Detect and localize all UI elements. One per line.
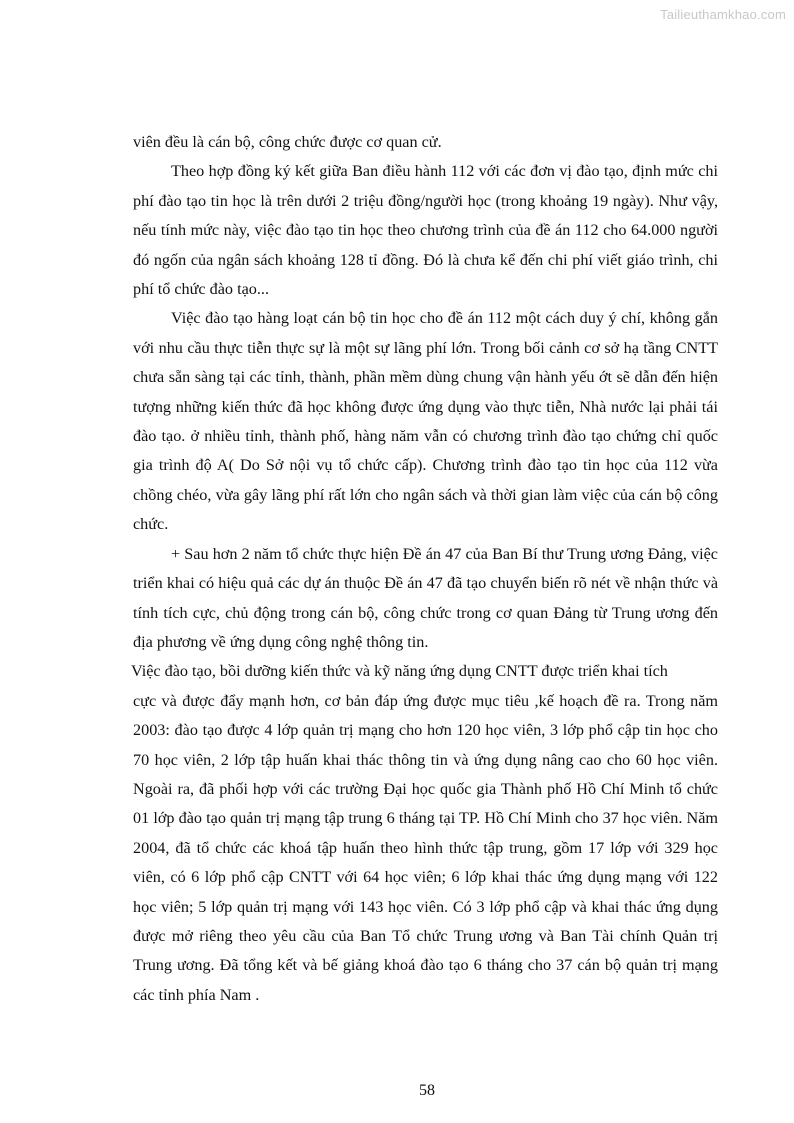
page-number: 58 xyxy=(419,1082,435,1099)
paragraph-training-results: cực và được đẩy mạnh hơn, cơ bản đáp ứng được mục tiêu ,kế hoạch đề ra. Trong năm 2003: đào tạo được 4 lớp quản trị mạng cho hơn 120 học viên, 3 lớp phổ cập tin học cho 70 học viên, 2 lớp tập huấn khai thác thông tin và ứng dụng nâng cao cho 60 học viên. Ngoài ra, đã phối hợp với các trường Đại học quốc gia Thành phố Hồ Chí Minh tổ chức 01 lớp đào tạo quản trị mạng tập trung 6 tháng tại TP. Hồ Chí Minh cho 37 học viên. Năm 2004, đã tổ chức các khoá tập huấn theo hình thức tập trung, gồm 17 lớp với 329 học viên, có 6 lớp phổ cập CNTT với 64 học viên; 6 lớp khai thác ứng dụng mạng với 122 học viên; 5 lớp quản trị mạng với 143 học viên. Có 3 lớp phổ cập và khai thác ứng dụng được mở riêng theo yêu cầu của Ban Tổ chức Trung ương và Ban Tài chính Quản trị Trung ương. Đã tổng kết và bế giảng khoá đào tạo 6 tháng cho 37 cán bộ quản trị mạng các tỉnh phía Nam . xyxy=(133,691,718,1004)
document-body xyxy=(133,128,718,1010)
paragraph-project-47: + Sau hơn 2 năm tổ chức thực hiện Đề án 47 của Ban Bí thư Trung ương Đảng, việc triển khai có hiệu quả các dự án thuộc Đề án 47 đã tạo chuyển biến rõ nét về nhận thức và tính tích cực, chủ động trong cán bộ, công chức trong cơ quan Đảng từ Trung ương đến địa phương về ứng dụng công nghệ thông tin. xyxy=(133,544,718,651)
paragraph-training-line: Việc đào tạo, bồi dưỡng kiến thức và kỹ năng ứng dụng CNTT được triển khai tích xyxy=(131,662,668,681)
paragraph-training-cost: Theo hợp đồng ký kết giữa Ban điều hành 112 với các đơn vị đào tạo, định mức chi phí đào tạo tin học là trên dưới 2 triệu đồng/người học (trong khoảng 19 ngày). Như vậy, nếu tính mức này, việc đào tạo tin học theo chương trình của đề án 112 cho 64.000 người đó ngốn của ngân sách khoảng 128 tỉ đồng. Đó là chưa kể đến chi phí viết giáo trình, chi phí tổ chức đào tạo... xyxy=(133,162,718,299)
watermark-text: Tailieuthamkhao.com xyxy=(660,7,786,22)
paragraph-continuation: viên đều là cán bộ, công chức được cơ quan cử. xyxy=(133,133,442,151)
paragraph-waste: Việc đào tạo hàng loạt cán bộ tin học cho đề án 112 một cách duy ý chí, không gắn với nhu cầu thực tiễn thực sự là một sự lãng phí lớn. Trong bối cảnh cơ sở hạ tầng CNTT chưa sẵn sàng tại các tỉnh, thành, phần mềm dùng chung vận hành yếu ớt sẽ dẫn đến hiện tượng những kiến thức đã học không được ứng dụng vào thực tiễn, Nhà nước lại phải tái đào tạo. ở nhiều tỉnh, thành phố, hàng năm vẫn có chương trình đào tạo chứng chỉ quốc gia trình độ A( Do Sở nội vụ tổ chức cấp). Chương trình đào tạo tin học của 112 vừa chồng chéo, vừa gây lãng phí rất lớn cho ngân sách và thời gian làm việc của cán bộ công chức. xyxy=(133,309,718,534)
